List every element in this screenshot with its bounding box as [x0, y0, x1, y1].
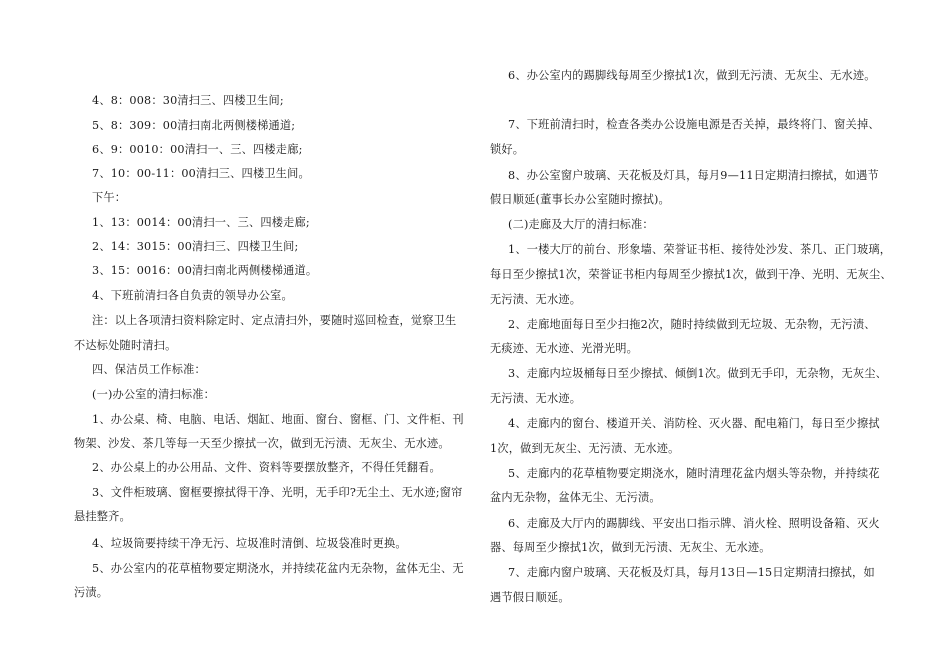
right-column-line: 8、办公室窗户玻璃、天花板及灯具，每月9—11日定期清扫擦拭，如遇节 — [508, 169, 879, 182]
right-column-line: (二)走廊及大厅的清扫标准： — [508, 218, 654, 231]
right-column-line: 1次，做到无灰尘、无污渍、无水迹。 — [490, 442, 680, 455]
left-column-line: 4、下班前清扫各自负责的领导办公室。 — [92, 289, 293, 302]
right-column-line: 3、走廊内垃圾桶每日至少擦拭、倾倒1次。做到无手印，无杂物，无灰尘、 — [508, 367, 888, 380]
right-column-line: 无痰迹、无水迹、光滑光明。 — [490, 342, 639, 355]
left-column-line: 5、办公室内的花草植物要定期浇水，并持续花盆内无杂物，盆体无尘、无 — [92, 562, 464, 575]
right-column-line: 5、走廊内的花草植物要定期浇水，随时清理花盆内烟头等杂物，并持续花 — [508, 467, 880, 480]
right-column-line: 7、下班前清扫时，检查各类办公设施电源是否关掉，最终将门、窗关掉、 — [508, 118, 880, 131]
right-column-line: 1、一楼大厅的前台、形象墙、荣誉证书柜、接待处沙发、茶几、正门玻璃， — [508, 243, 892, 256]
right-column-line: 4、走廊内的窗台、楼道开关、消防栓、灭火器、配电箱门，每日至少擦拭 — [508, 417, 880, 430]
left-column-line: 7、10：00-11：00清扫三、四楼卫生间。 — [92, 167, 310, 180]
right-column-line: 盆内无杂物，盆体无尘、无污渍。 — [490, 491, 661, 504]
left-column-line: 2、办公桌上的办公用品、文件、资料等要摆放整齐，不得任凭翻看。 — [92, 461, 441, 474]
left-column-line: 4、垃圾筒要持续干净无污、垃圾准时清倒、垃圾袋准时更换。 — [92, 537, 407, 550]
right-column-line: 遇节假日顺延。 — [490, 591, 570, 604]
right-column-line: 2、走廊地面每日至少扫拖2次，随时持续做到无垃圾、无杂物，无污渍、 — [508, 318, 876, 331]
right-column-line: 6、走廊及大厅内的踢脚线、平安出口指示牌、消火栓、照明设备箱、灭火 — [508, 517, 880, 530]
left-column-line: 3、文件柜玻璃、窗框要擦拭得干净、光明，无手印?无尘土、无水迹;窗帘 — [92, 486, 463, 499]
right-column-line: 假日顺延(董事长办公室随时擦拭)。 — [490, 193, 670, 206]
left-column-line: 1、办公桌、椅、电脑、电话、烟缸、地面、窗台、窗框、门、文件柜、刊 — [92, 413, 464, 426]
left-column-line: 悬挂整齐。 — [74, 510, 131, 523]
left-column-line: 污渍。 — [74, 586, 109, 599]
right-column-line: 6、办公室内的踢脚线每周至少擦拭1次，做到无污渍、无灰尘、无水迹。 — [508, 69, 876, 82]
right-column-line: 器、每周至少擦拭1次，做到无污渍、无灰尘、无水迹。 — [490, 541, 771, 554]
left-column-line: 1、13：0014：00清扫一、三、四楼走廊; — [92, 216, 310, 229]
left-column-line: 下午： — [92, 191, 127, 204]
left-column-line: 物架、沙发、茶几等每一天至少擦拭一次，做到无污渍、无灰尘、无水迹。 — [74, 437, 450, 450]
right-column-line: 7、走廊内窗户玻璃、天花板及灯具，每月13日—15日定期清扫擦拭，如 — [508, 566, 875, 579]
left-column-line: 注：以上各项清扫资料除定时、定点清扫外，要随时巡回检查，觉察卫生 — [92, 314, 457, 327]
right-column-line: 每日至少擦拭1次，荣誉证书柜内每周至少擦拭1次，做到干净、光明、无灰尘、 — [490, 268, 892, 281]
left-column-line: 6、9：0010：00清扫一、三、四楼走廊; — [92, 143, 303, 156]
left-column-line: 2、14：3015：00清扫三、四楼卫生间; — [92, 240, 299, 253]
left-column-line: 3、15：0016：00清扫南北两侧楼梯通道。 — [92, 264, 318, 277]
left-column-line: 不达标处随时清扫。 — [74, 339, 177, 352]
left-column-line: (一)办公室的清扫标准： — [92, 388, 216, 401]
right-column-line: 无污渍、无水迹。 — [490, 293, 582, 306]
left-column-line: 4、8：008：30清扫三、四楼卫生间; — [92, 94, 284, 107]
right-column-line: 无污渍、无水迹。 — [490, 392, 582, 405]
left-column-line: 5、8：309：00清扫南北两侧楼梯通道; — [92, 119, 296, 132]
left-column-line: 四、保洁员工作标准： — [92, 363, 206, 376]
right-column-line: 锁好。 — [490, 143, 525, 156]
